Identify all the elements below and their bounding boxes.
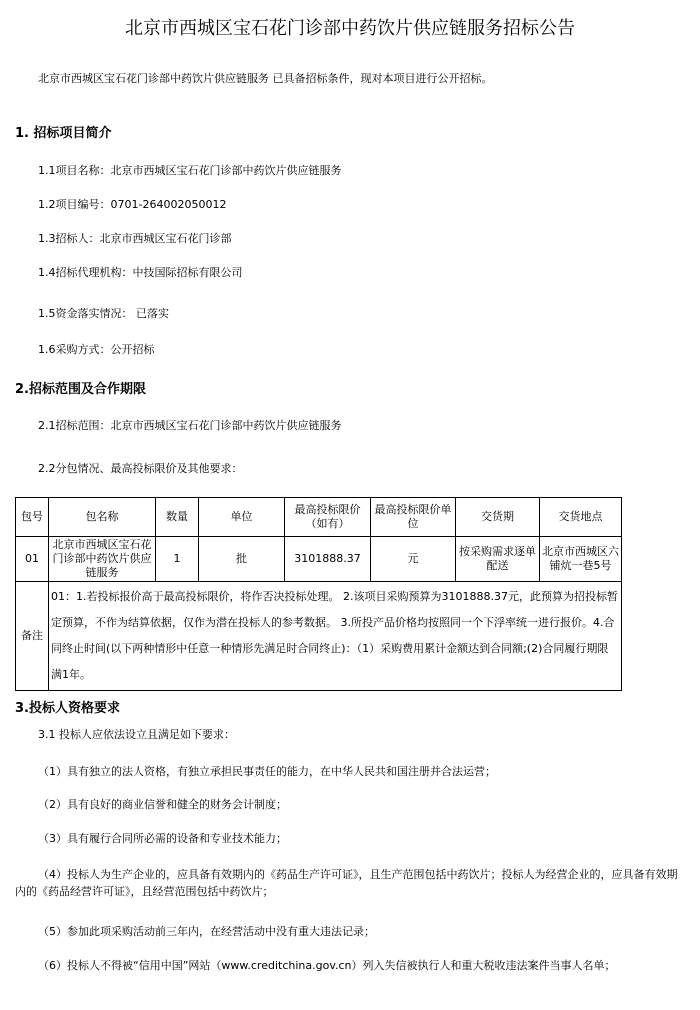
header-delivery-period: 交货期 bbox=[456, 498, 540, 537]
header-delivery-location: 交货地点 bbox=[540, 498, 622, 537]
page-title: 北京市西城区宝石花门诊部中药饮片供应链服务招标公告 bbox=[125, 18, 575, 39]
cell-max-price-unit: 元 bbox=[371, 537, 456, 582]
qualification-item-4: （4）投标人为生产企业的，应具备有效期内的《药品生产许可证》，且生产范围包括中药饮片；投标人为经营企业的，应具备有效期内的《药品经营许可证》，且经营范围包括中药饮片； bbox=[15, 868, 678, 898]
tender-agency: 1.4招标代理机构：中技国际招标有限公司 bbox=[38, 266, 243, 279]
funding-status: 1.5资金落实情况： 已落实 bbox=[38, 307, 169, 320]
section2-heading: 2.招标范围及合作期限 bbox=[15, 382, 146, 397]
cell-unit: 批 bbox=[199, 537, 285, 582]
qualification-item-3: （3）具有履行合同所必需的设备和专业技术能力； bbox=[38, 832, 287, 845]
lots-table bbox=[15, 497, 622, 691]
table-note-row bbox=[16, 582, 622, 691]
qualification-item-6: （6）投标人不得被“信用中国”网站（www.creditchina.gov.cn）列入失信被执行人和重大税收违法案件当事人名单； bbox=[38, 959, 616, 972]
section3-heading: 3.投标人资格要求 bbox=[15, 701, 120, 716]
header-lot-name: 包名称 bbox=[49, 498, 156, 537]
header-max-price-unit: 最高投标限价单位 bbox=[371, 498, 456, 537]
section1-heading: 1. 招标项目简介 bbox=[15, 126, 112, 141]
cell-lot-number: 01 bbox=[16, 537, 49, 582]
tender-scope: 2.1招标范围：北京市西城区宝石花门诊部中药饮片供应链服务 bbox=[38, 419, 342, 432]
cell-lot-name: 北京市西城区宝石花门诊部中药饮片供应链服务 bbox=[49, 537, 156, 582]
intro-text: 北京市西城区宝石花门诊部中药饮片供应链服务 已具备招标条件，现对本项目进行公开招标。 bbox=[38, 72, 493, 85]
procurement-method: 1.6采购方式：公开招标 bbox=[38, 343, 155, 356]
cell-quantity: 1 bbox=[156, 537, 199, 582]
note-label: 备注 bbox=[16, 582, 49, 691]
tenderer: 1.3招标人：北京市西城区宝石花门诊部 bbox=[38, 232, 232, 245]
header-unit: 单位 bbox=[199, 498, 285, 537]
qualification-lead: 3.1 投标人应依法设立且满足如下要求： bbox=[38, 728, 235, 741]
cell-max-price: 3101888.37 bbox=[285, 537, 371, 582]
note-text: 01：1.若投标报价高于最高投标限价，将作否决投标处理。 2.该项目采购预算为3101888.37元，此预算为招投标暂定预算，不作为结算依据，仅作为潜在投标人的参考数据。 3.所投产品价格均按照同一个下浮率统一进行报价。4.合同终止时间(以下两种情形中任意一种情形先满足时合同终止)：（1）采购费用累计金额达到合同额;(2)合同履行期限满1年。 bbox=[49, 582, 622, 691]
project-name: 1.1项目名称：北京市西城区宝石花门诊部中药饮片供应链服务 bbox=[38, 164, 342, 177]
cell-delivery-period: 按采购需求逐单配送 bbox=[456, 537, 540, 582]
header-quantity: 数量 bbox=[156, 498, 199, 537]
table-header-row bbox=[16, 498, 622, 537]
cell-delivery-location: 北京市西城区六铺炕一巷5号 bbox=[540, 537, 622, 582]
qualification-item-2: （2）具有良好的商业信誉和健全的财务会计制度； bbox=[38, 798, 287, 811]
header-max-price: 最高投标限价（如有） bbox=[285, 498, 371, 537]
header-lot-number: 包号 bbox=[16, 498, 49, 537]
lots-info: 2.2分包情况、最高投标限价及其他要求： bbox=[38, 462, 243, 475]
project-number: 1.2项目编号：0701-264002050012 bbox=[38, 198, 227, 211]
qualification-item-1: （1）具有独立的法人资格，有独立承担民事责任的能力，在中华人民共和国注册并合法运营； bbox=[38, 765, 496, 778]
table-row bbox=[16, 537, 622, 582]
qualification-item-5: （5）参加此项采购活动前三年内，在经营活动中没有重大违法记录； bbox=[38, 925, 375, 938]
